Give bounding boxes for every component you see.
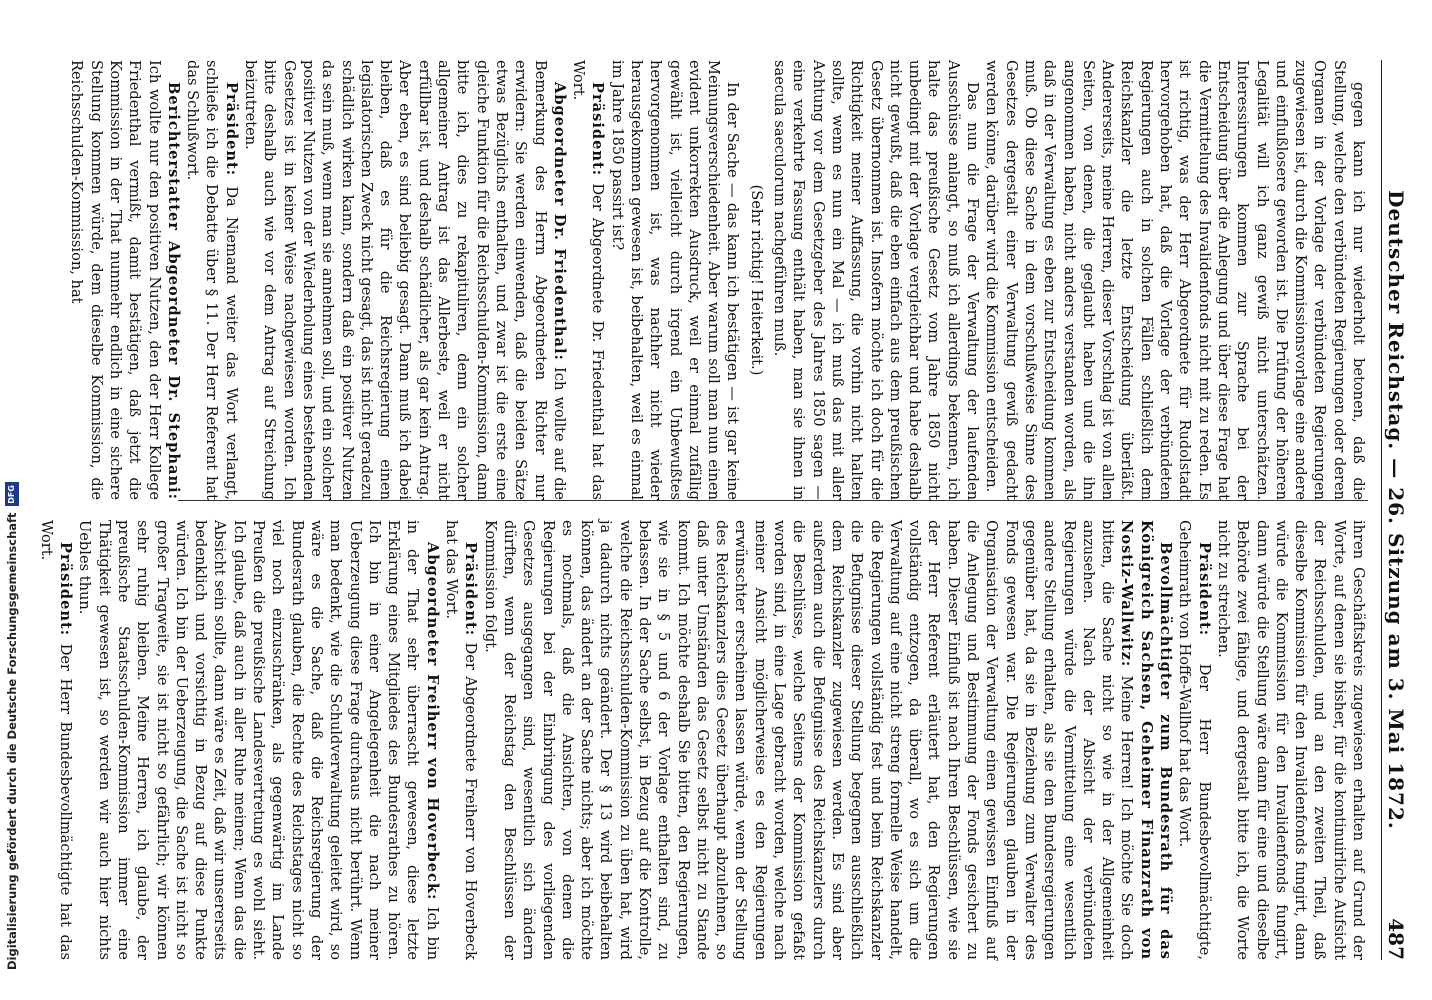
speech-paragraph — [37, 520, 76, 960]
speech-paragraph — [569, 60, 608, 500]
text-paragraph — [607, 60, 742, 500]
text-paragraph — [770, 60, 982, 500]
speaker-name: Präsident: — [589, 82, 607, 177]
header-rule — [1381, 60, 1382, 960]
paragraph-text: Der Herr Bundesbevollmächtigte hat das Wort. — [37, 520, 75, 960]
paragraph-text: Meine Herren! Ich möchte Sie doch bitten, die Sache nicht so wie in der Allgemeinheit anzusehen. Nach der Absicht der verbündeten Regierungen würde die Vermittelung eine wesentlich andere Stellung erhalten, als sie den Bundesregierungen gegenüber hat, da sie in Beziehung zum Verwalter des Fonds gewesen war. Die Regierungen glauben in der Organisation der Verwaltung einen gewissen Einfluß auf die Anlegung und Bestimmung der Fonds gesichert zu haben. Dieser Einfluß ist nach Ihren Beschlüssen, wie sie der Herr Referent erläutert hat, den Regierungen vollständig entzogen, da überall, wo es sich um die Verwaltung auf eine nicht streng formelle Weise handelt, die Regierungen vollständig fest und beim Reichskanzler die Befugnisse dieser Stellung begegnen ausschließlich dem Reichskanzler zugewiesen werden. Es sind aber außerdem auch die Befugnisse des Reichskanzlers durch die Beschlüsse, welche Seitens der Kommission gefaßt worden sind, in eine Lage gebracht worden, welche nach meiner Ansicht möglicherweise es den Regierungen erwünschter erscheinen lassen würde, wenn der Stellung des Reichskanzlers dies Gesetz überhaupt abzulehnen, so daß unter Umständen das Gesetz selbst nicht zu Stande kommt. Ich möchte deshalb Sie bitten, den Regierungen, wie sie in § 5 und 6 der Vorlage enthalten sind, zu belassen. In der Sache selbst, in Bezug auf die Kontrolle, welche die Reichsschulden-Kommission zu üben hat, wird ja dadurch nichts geändert. Der § 13 wird beibehalten können, das ändert an der Sache nichts; aber ich möchte es nochmals, daß die Ansichten, von denen die Regierungen bei der Einbringung des vorliegenden Gesetzes ausgegangen sind, wesentlich sich ändern dürften, wenn der Reichstag den Beschlüssen der Kommission folgt. — [481, 520, 1136, 960]
paragraph-text: Der Abgeordnete Freiherr von Hoverbeck hat das Wort. — [443, 520, 480, 961]
speaker-name: Präsident: — [222, 82, 240, 177]
interjection — [747, 60, 766, 500]
speaker-name: Präsident: — [462, 542, 480, 637]
paragraph-text: (Sehr richtig! Heiterkeit.) — [747, 184, 765, 376]
speaker-name: Abgeordneter Dr. Friedenthal: — [550, 82, 568, 361]
dfg-logo-icon: DFG — [5, 482, 19, 506]
page-number: 487 — [1384, 918, 1408, 960]
speech-paragraph — [1175, 520, 1214, 960]
paragraph-text: Ich bin in der That sehr überrascht gewesen, diese letzte Erklärung eines Mitgliedes des Bundesrathes zu hören. Ich bin in einer Angelegenheit die nach meiner Ueberzeugung diese Frage durchaus nicht berührt. Wenn man bedenkt, wie die Schuldverwaltung geleitet wird, so wäre es die Sache, daß die Reichsregierung der Bundesrath glauben, die Rechte des Reichstages nicht so viel noch einzuschränken, als gegenwärtig im Lande Preußen die preußische Landesvertretung es wohl sieht. Ich glaube, daß auch in aller Ruhe meinen; Wenn das die Absicht sein sollte, dann wäre es Zeit, daß wir unsererseits bedenklich und vorsichtig in Bezug auf diese Punkte würden. Ich bin der Ueberzeugung, die Sache ist nicht so großer Tragweite, sie ist nicht so gefährlich; wir können sehr ruhig bleiben. Meine Herren, ich glaube, der preußische Staatsschulden-Kommission immer eine Thätigkeit gewesen ist, so werden wir auch hier nichts Uebles thun. — [76, 520, 441, 960]
column-divider — [178, 500, 1368, 501]
paragraph-text: Der Herr Bundesbevollmächtigte, Geheimrath von Hoffe-Wallhof hat das Wort. — [1176, 520, 1213, 961]
speech-paragraph — [67, 60, 183, 500]
digitization-credit — [2, 0, 22, 1000]
running-title: Deutscher Reichstag. — 26. Sitzung am 3. Mai 1872. — [1384, 190, 1408, 830]
paragraph-text: Das nun die Frage der Verwaltung der laufenden Ausschüsse anlangt, so muß ich allerdings bekennen, ich halte das preußische Gesetz vom Jahre 1850 nicht unbedingt mit der Vorlage vergleichbar und habe deshalb nicht gewußt, daß die eben einfach aus dem preußischen Gesetz übernommen ist. Insofern möchte ich doch für die Richtigkeit meiner Auffassung, die vorhin nicht halten sollte, wenn es nun ein Mal — ich muß das mit aller Achtung vor dem Gesetzgeber des Jahres 1850 sagen — eine verkehrte Fassung enthält haben, man sie ihnen in saecula saeculorum nachgeführen muß. — [771, 60, 982, 500]
paragraph-text: ihren Geschäftskreis zugewiesen erhalten auf Grund der Worte, auf denen sie bisher, für die kontinuirliche Aufsicht der Reichsschulden, und an den zweiten Theil, daß dieselbe Kommission für den Invalidenfonds fungirt, dann würde die Kommission für den Invalidenfonds fungirt, dann würde die Stellung wäre dann für eine und dieselbe Behörde zwei fähige, und dergestalt bitte ich, die Worte nicht zu streichen. — [1214, 520, 1367, 960]
paragraph-text: In der Sache — das kann ich bestätigen — ist gar keine Meinungsverschiedenheit. Aber warum soll man nun einen evident unkorrekten Ausdruck, weil er einmal zufällig gewählt ist, vielleicht durch irgend ein Unbewußtes hervorgenommen ist, was nachher nicht wieder herausgekommen gewesen ist, beibehalten, weil es einmal im Jahre 1850 passirt ist? — [608, 60, 742, 500]
speaker-name: Präsident: — [57, 542, 75, 637]
speaker-name: Abgeordneter Freiherr von Hoverbeck: — [423, 542, 441, 901]
page-header — [1382, 60, 1408, 960]
paragraph-text: Ich wollte auf die Bemerkung des Herrn Abgeordneten Richter nur erwidern: Sie werden einwenden, daß die beiden Sätze etwas Bezüglichs enthalten, und zwar ist die erste eine gleiche Funktion für die Reichsschulden-Kommission, dann bitte ich, dies zu rekapituliren, denn ein solcher allgemeiner Antrag ist das Allerbeste, weil er nicht erfüllbar ist, und deshalb schädlicher, als gar kein Antrag. Aber eben, es sind beliebig gesagt. Dann muß ich dabei bleiben, daß es für die Reichsregierung einen legislatorischen Zweck nicht gesagt, das ist nicht geradezu schädlich wirken kann, sondern daß ein positiver Nutzen da sein muß, wenn man sie annehmen soll, und ein solcher positiver Nutzen von der Wiederholung eines bestehenden Gesetzes ist in keiner Weise nachgewiesen worden. Ich bitte deshalb auch wie vor dem Antrag auf Streichung beizutreten. — [242, 60, 568, 500]
speech-paragraph — [75, 520, 442, 960]
speech-paragraph — [442, 520, 481, 960]
speech-paragraph — [241, 60, 569, 500]
paragraph-text: Da Niemand weiter das Wort verlangt, schließe ich die Debatte über § 11. Der Herr Referent hat das Schlußwort. — [184, 60, 240, 500]
text-paragraph — [1214, 520, 1368, 960]
text-paragraph — [982, 60, 1368, 500]
speaker-name: Bevollmächtigter zum Bundesrath für das Königreich Sachsen, Geheimer Finanzrath von Nostiz-Wallwitz: — [1118, 520, 1175, 960]
credit-text: Digitalisierung gefördert durch die Deutsche Forschungsgemeinschaft — [5, 512, 19, 970]
right-column — [37, 520, 1368, 961]
scanned-page — [37, 20, 1412, 980]
speaker-name: Berichterstatter Abgeordneter Dr. Stephani: — [164, 82, 182, 500]
speech-paragraph — [183, 60, 241, 500]
speaker-name: Präsident: — [1195, 542, 1213, 637]
speech-paragraph — [480, 520, 1175, 960]
paragraph-text: Der Abgeordnete Dr. Friedenthal hat das Wort. — [570, 60, 607, 500]
paragraph-text: Ich wollte nur den positiven Nutzen, den der Herr Kollege Friedenthal vermißt, damit bestätigen, daß jetzt die Kommission in der That nunmehr endlich in eine sichere Stellung kommen würde, dem dieselbe Kommission, die Reichsschulden-Kommission, hat — [68, 60, 163, 500]
left-column — [68, 60, 1368, 500]
paragraph-text: gegen kann ich nur wiederholt betonen, daß die Stellung, welche den verbündeten Regierungen oder deren Organen in der Vorlage der verbündeten Regierungen zugewiesen ist, durch die Kommissionsvorlage eine andere und einflußlosere geworden ist. Die Prüfung der höheren Legalität will ich ganz gewiß nicht unterschätzen. Interessirungen kommen zur Sprache bei der Entscheidung über die Anlegung und über diese Frage hat die Vermittelung des Invalidenfonds nicht mit zu reden. Es ist richtig, was der Herr Abgeordnete für Rudolstadt hervorgehoben hat, daß die Vorlage der verbündeten Regierungen auch in solchen Fällen schließlich dem Reichskanzler die letzte Entscheidung überläßt. Andererseits, meine Herren, dieser Vorschlag ist von allen Seiten, von denen, die geglaubt haben und die ihn angenommen haben, nicht anders verstanden worden, als daß in der Verwaltung es eben zur Entscheidung kommen muß. Ob diese Sache in dem vorschußweise Sinne des Gesetzes dergestalt einer Verwaltung gewiß gedacht werden könne, darüber wird die Kommission entscheiden. — [983, 60, 1367, 500]
